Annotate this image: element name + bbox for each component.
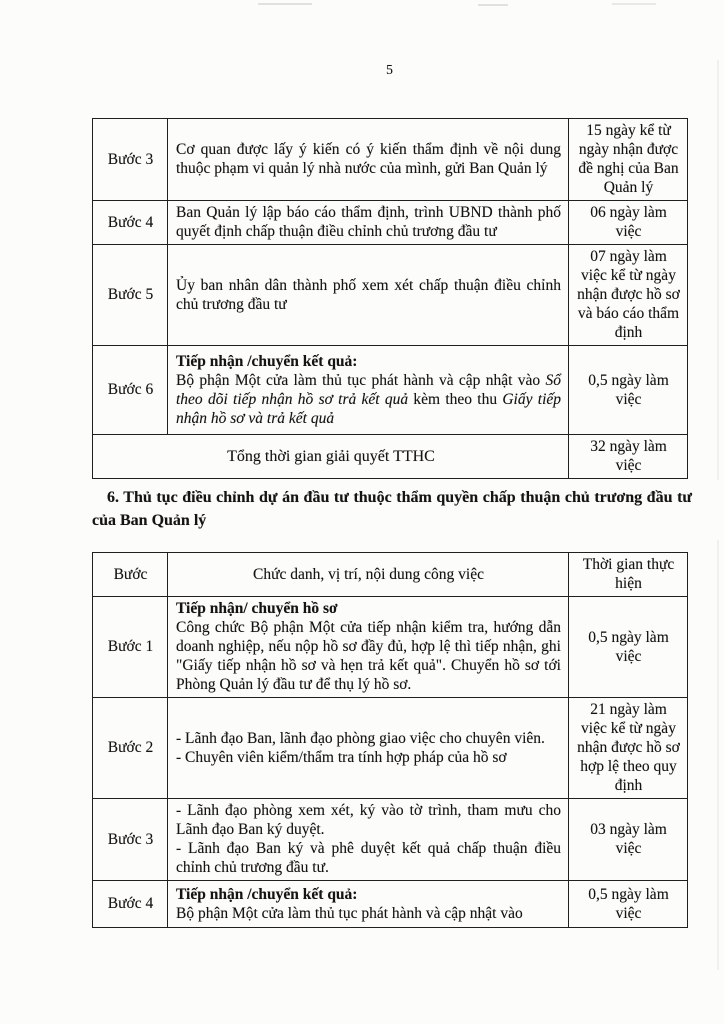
time-cell: 0,5 ngày làm việc: [569, 881, 688, 928]
header-content: Chức danh, vị trí, nội dung công việc: [168, 553, 569, 597]
content-cell: [168, 597, 569, 698]
table-row: [93, 346, 688, 435]
time-cell: 21 ngày làm việc kể từ ngày nhận được hồ sơ hợp lệ theo quy định: [569, 698, 688, 799]
header-step: Bước: [93, 553, 168, 597]
scan-artifact: [717, 60, 719, 480]
content-cell: [168, 346, 569, 435]
step-cell: Bước 3: [93, 799, 168, 881]
intake-label: Tiếp nhận/ chuyển hồ sơ: [176, 600, 338, 617]
total-duration-label: Tổng thời gian giải quyết TTHC: [93, 435, 569, 479]
scan-artifact: [612, 3, 656, 5]
scan-artifact: [478, 4, 508, 6]
result-transfer-label: Tiếp nhận /chuyển kết quả:: [176, 352, 358, 370]
time-cell: 15 ngày kể từ ngày nhận được đề nghị của Ban Quản lý: [569, 119, 688, 201]
table-row: [93, 698, 688, 799]
intake-body: Công chức Bộ phận Một cửa tiếp nhận kiểm tra, hướng dẫn doanh nghiệp, nếu nộp hồ sơ đầy đủ, hợp lệ thì tiếp nhận, ghi "Giấy tiếp nhận hồ sơ và hẹn trả kết quả". Chuyển hồ sơ tới Phòng Quản lý đầu tư để thụ lý hồ sơ.: [176, 619, 561, 693]
task-line: - Lãnh đạo Ban, lãnh đạo phòng giao việc cho chuyên viên.: [176, 729, 545, 747]
step-cell: Bước 6: [93, 346, 168, 435]
scan-artifact: [258, 3, 312, 5]
task-line: - Lãnh đạo Ban ký và phê duyệt kết quả chấp thuận điều chỉnh chủ trương đầu tư.: [176, 840, 561, 876]
step-cell: Bước 3: [93, 119, 168, 201]
table-row: [93, 119, 688, 201]
time-cell: 06 ngày làm việc: [569, 201, 688, 245]
scan-artifact: [717, 540, 719, 970]
result-transfer-label: Tiếp nhận /chuyển kết quả:: [176, 885, 358, 903]
content-cell: [168, 799, 569, 881]
time-cell: 0,5 ngày làm việc: [569, 346, 688, 435]
table-total-row: [93, 435, 688, 479]
result-transfer-body: Bộ phận Một cửa làm thủ tục phát hành và cập nhật vào: [176, 904, 523, 922]
procedure-table-continued: [92, 118, 688, 479]
step-cell: Bước 4: [93, 201, 168, 245]
step-cell: Bước 5: [93, 245, 168, 346]
table-row: [93, 881, 688, 928]
task-line: - Chuyên viên kiểm/thẩm tra tính hợp pháp của hồ sơ: [176, 748, 507, 766]
table-row: [93, 201, 688, 245]
table-row: [93, 799, 688, 881]
content-cell: Ban Quản lý lập báo cáo thẩm định, trình UBND thành phố quyết định chấp thuận điều chỉnh chủ trương đầu tư: [168, 201, 569, 245]
content-cell: Cơ quan được lấy ý kiến có ý kiến thẩm định về nội dung thuộc phạm vi quản lý nhà nước của mình, gửi Ban Quản lý: [168, 119, 569, 201]
step-cell: Bước 2: [93, 698, 168, 799]
table-row: [93, 245, 688, 346]
content-cell: [168, 881, 569, 928]
section-heading: 6. Thủ tục điều chỉnh dự án đầu tư thuộc thẩm quyền chấp thuận chủ trương đầu tư của Ban Quản lý: [92, 489, 692, 529]
time-cell: 03 ngày làm việc: [569, 799, 688, 881]
task-line: - Lãnh đạo phòng xem xét, ký vào tờ trình, tham mưu cho Lãnh đạo Ban ký duyệt.: [176, 802, 561, 838]
header-time: Thời gian thực hiện: [569, 553, 688, 597]
step-cell: Bước 1: [93, 597, 168, 698]
total-duration-value: 32 ngày làm việc: [569, 435, 688, 479]
table-header-row: [93, 553, 688, 597]
result-transfer-body: Bộ phận Một cửa làm thủ tục phát hành và cập nhật vào Sổ theo dõi tiếp nhận hồ sơ trả kết quả kèm theo thu Giấy tiếp nhận hồ sơ và trả kết quả: [176, 371, 561, 427]
procedure-table-6: [92, 552, 688, 928]
step-cell: Bước 4: [93, 881, 168, 928]
content-cell: [168, 698, 569, 799]
table-row: [93, 597, 688, 698]
page-number: 5: [386, 62, 393, 77]
time-cell: 0,5 ngày làm việc: [569, 597, 688, 698]
content-cell: Ủy ban nhân dân thành phố xem xét chấp thuận điều chỉnh chủ trương đầu tư: [168, 245, 569, 346]
time-cell: 07 ngày làm việc kể từ ngày nhận được hồ sơ và báo cáo thẩm định: [569, 245, 688, 346]
